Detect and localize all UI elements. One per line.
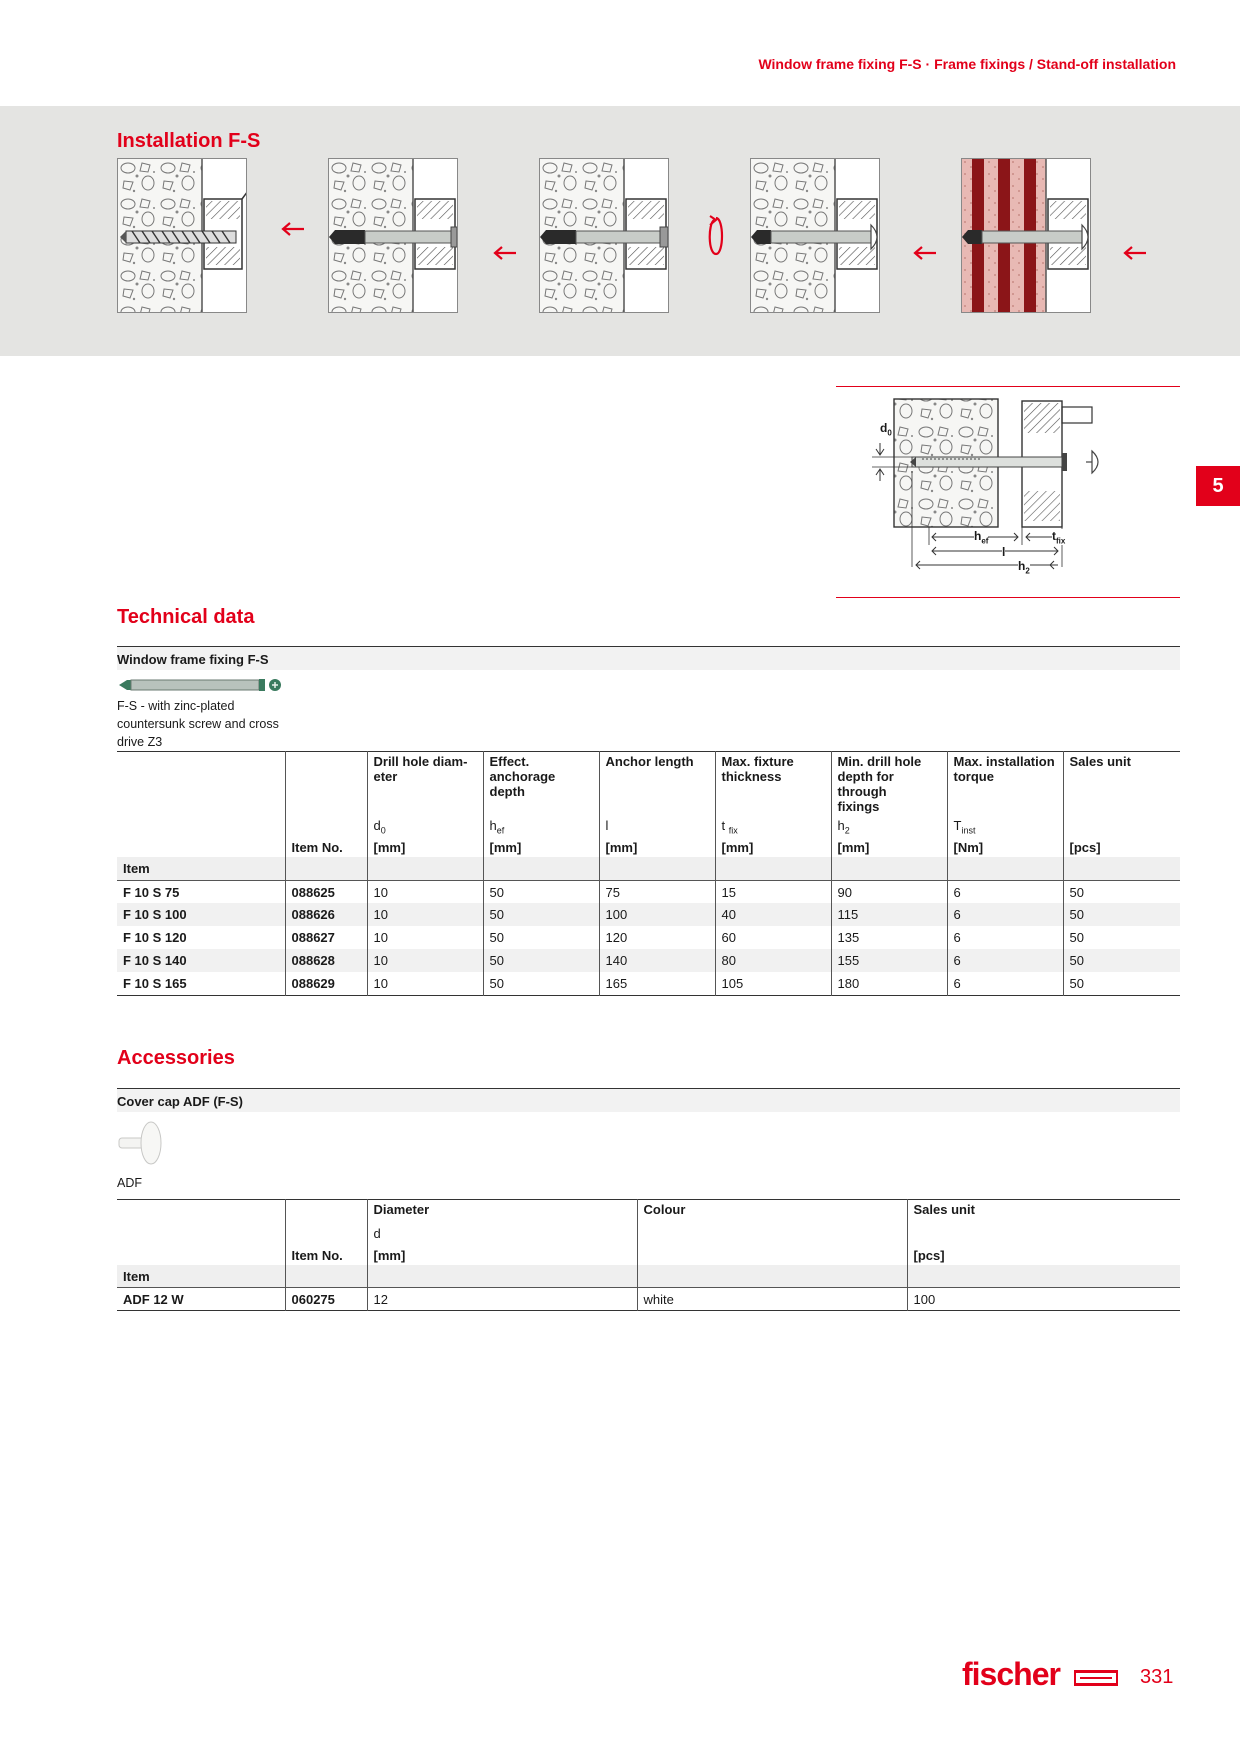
symbol-d: d xyxy=(367,1224,637,1246)
header-item-no: Item No. xyxy=(285,1246,367,1265)
cell-item-no: 088628 xyxy=(285,949,367,972)
symbol-l: l xyxy=(599,816,715,838)
cell-value: 10 xyxy=(367,926,483,949)
table-row xyxy=(117,926,1180,949)
cell-value: 15 xyxy=(715,880,831,903)
label-l: l xyxy=(1002,545,1006,559)
cell-value: 50 xyxy=(1063,880,1180,903)
cell-value: 10 xyxy=(367,972,483,995)
header-anchorage-depth: Effect. anchorage depth xyxy=(483,752,599,817)
unit-cell: [Nm] xyxy=(947,838,1063,857)
cover-cap-image xyxy=(117,1120,167,1173)
table-row xyxy=(117,1288,1180,1311)
symbol-d0: $d_0$ xyxy=(367,816,483,838)
header-min-drill-depth: Min. drill hole depth for through fixings xyxy=(831,752,947,817)
cell-value: 90 xyxy=(831,880,947,903)
cell-value: 115 xyxy=(831,903,947,926)
cell-value: 50 xyxy=(1063,972,1180,995)
unit-cell: [mm] xyxy=(483,838,599,857)
cell-value: 6 xyxy=(947,926,1063,949)
cell-value: 6 xyxy=(947,972,1063,995)
install-step-3-screw xyxy=(539,158,669,313)
cell-value: 165 xyxy=(599,972,715,995)
push-arrow-icon xyxy=(912,246,936,265)
section-tab: 5 xyxy=(1196,466,1240,506)
table-row xyxy=(117,949,1180,972)
unit-cell: [mm] xyxy=(831,838,947,857)
cell-value: 10 xyxy=(367,903,483,926)
brand-flag-icon xyxy=(1074,1670,1118,1691)
cell-item-no: 088626 xyxy=(285,903,367,926)
install-step-5-hollow-brick xyxy=(961,158,1091,313)
technical-data-title: Technical data xyxy=(117,606,255,628)
cell-value: 50 xyxy=(483,880,599,903)
cell-item-no: 088625 xyxy=(285,880,367,903)
unit-cell: [mm] xyxy=(599,838,715,857)
header-anchor-length: Anchor length xyxy=(599,752,715,817)
cell-value: 6 xyxy=(947,880,1063,903)
cell-value: 105 xyxy=(715,972,831,995)
push-arrow-icon xyxy=(280,222,304,241)
cell-value: 10 xyxy=(367,880,483,903)
unit-cell: [mm] xyxy=(367,1246,637,1265)
cell-value: 50 xyxy=(483,949,599,972)
table-row xyxy=(117,903,1180,926)
symbol-tfix: t $_{fix}$ xyxy=(715,816,831,838)
cell-item: ADF 12 W xyxy=(123,1292,184,1307)
page-number: 331 xyxy=(1140,1666,1174,1688)
cell-value: 180 xyxy=(831,972,947,995)
header-max-fixture-thickness: Max. fixture thickness xyxy=(715,752,831,817)
cell-value: 6 xyxy=(947,903,1063,926)
cell-value: 10 xyxy=(367,949,483,972)
install-step-4-adjust xyxy=(750,158,880,313)
header-sales-unit: Sales unit xyxy=(1063,752,1180,817)
dimension-diagram xyxy=(836,386,1180,598)
cell-item: F 10 S 100 xyxy=(117,903,285,926)
cell-value: 80 xyxy=(715,949,831,972)
running-header: Window frame fixing F-S · Frame fixings / Stand-off installation xyxy=(758,56,1176,72)
cell-value: 50 xyxy=(1063,926,1180,949)
install-step-1-drilling xyxy=(117,158,247,313)
cell-value: white xyxy=(637,1288,907,1311)
cell-value: 135 xyxy=(831,926,947,949)
unit-cell: [mm] xyxy=(367,838,483,857)
unit-cell: [mm] xyxy=(715,838,831,857)
rotate-arrow-icon xyxy=(706,214,726,263)
push-arrow-icon xyxy=(492,246,516,265)
unit-cell xyxy=(637,1246,907,1265)
cell-value: 50 xyxy=(483,903,599,926)
header-diameter: Diameter xyxy=(367,1200,637,1224)
header-drill-hole-diameter: Drill hole diam- eter xyxy=(367,752,483,817)
cell-value: 40 xyxy=(715,903,831,926)
technical-subheading: Window frame fixing F-S xyxy=(117,646,1180,670)
cell-item-no: 088629 xyxy=(285,972,367,995)
cover-cap-caption: ADF xyxy=(117,1176,142,1190)
accessories-title: Accessories xyxy=(117,1047,235,1069)
accessories-table xyxy=(117,1199,1180,1311)
cell-value: 120 xyxy=(599,926,715,949)
cell-value: 100 xyxy=(599,903,715,926)
label-hef: $h_{ef}$ xyxy=(974,529,989,546)
cell-value: 12 xyxy=(367,1288,637,1311)
symbol-tinst: $T_{inst}$ xyxy=(947,816,1063,838)
header-item: Item xyxy=(117,857,285,880)
symbol-h2: $h_2$ xyxy=(831,816,947,838)
anchor-product-image xyxy=(117,676,285,699)
anchor-caption-line: countersunk screw and cross xyxy=(117,717,279,731)
label-d0: $d_0$ xyxy=(880,421,892,438)
cell-value: 50 xyxy=(483,926,599,949)
cell-value: 140 xyxy=(599,949,715,972)
symbol-hef: $h_{ef}$ xyxy=(483,816,599,838)
cell-item: F 10 S 120 xyxy=(123,930,187,945)
cell-value: 100 xyxy=(907,1288,1180,1311)
cell-value: 50 xyxy=(483,972,599,995)
header-sales-unit: Sales unit xyxy=(907,1200,1180,1224)
cell-value: 60 xyxy=(715,926,831,949)
push-arrow-icon xyxy=(1122,246,1146,265)
cell-item: F 10 S 140 xyxy=(117,949,285,972)
technical-data-table xyxy=(117,751,1180,996)
cell-value: 155 xyxy=(831,949,947,972)
brand-logo: fischer xyxy=(962,1656,1060,1692)
table-row xyxy=(117,880,1180,903)
accessories-subheading: Cover cap ADF (F-S) xyxy=(117,1088,1180,1112)
anchor-caption-line: drive Z3 xyxy=(117,735,163,749)
cell-item-no: 060275 xyxy=(285,1288,367,1311)
cell-value: 50 xyxy=(1063,903,1180,926)
header-max-torque: Max. installation torque xyxy=(947,752,1063,817)
cell-value: 6 xyxy=(947,949,1063,972)
header-item: Item xyxy=(117,1265,285,1288)
unit-cell: [pcs] xyxy=(1063,838,1180,857)
anchor-caption xyxy=(117,697,279,751)
install-step-2-insert xyxy=(328,158,458,313)
cell-item: F 10 S 75 xyxy=(123,884,180,900)
label-tfix: $t_{fix}$ xyxy=(1052,529,1066,546)
label-h2: $h_2$ xyxy=(1018,559,1030,576)
header-colour: Colour xyxy=(637,1200,907,1224)
installation-title: Installation F-S xyxy=(117,130,261,152)
unit-cell: [pcs] xyxy=(907,1246,1180,1265)
cell-value: 50 xyxy=(1063,949,1180,972)
header-item-no: Item No. xyxy=(285,838,367,857)
table-row xyxy=(117,972,1180,995)
anchor-caption-line: F-S - with zinc-plated xyxy=(117,699,235,713)
cell-item-no: 088627 xyxy=(285,926,367,949)
cell-item: F 10 S 165 xyxy=(123,976,187,991)
cell-value: 75 xyxy=(599,880,715,903)
